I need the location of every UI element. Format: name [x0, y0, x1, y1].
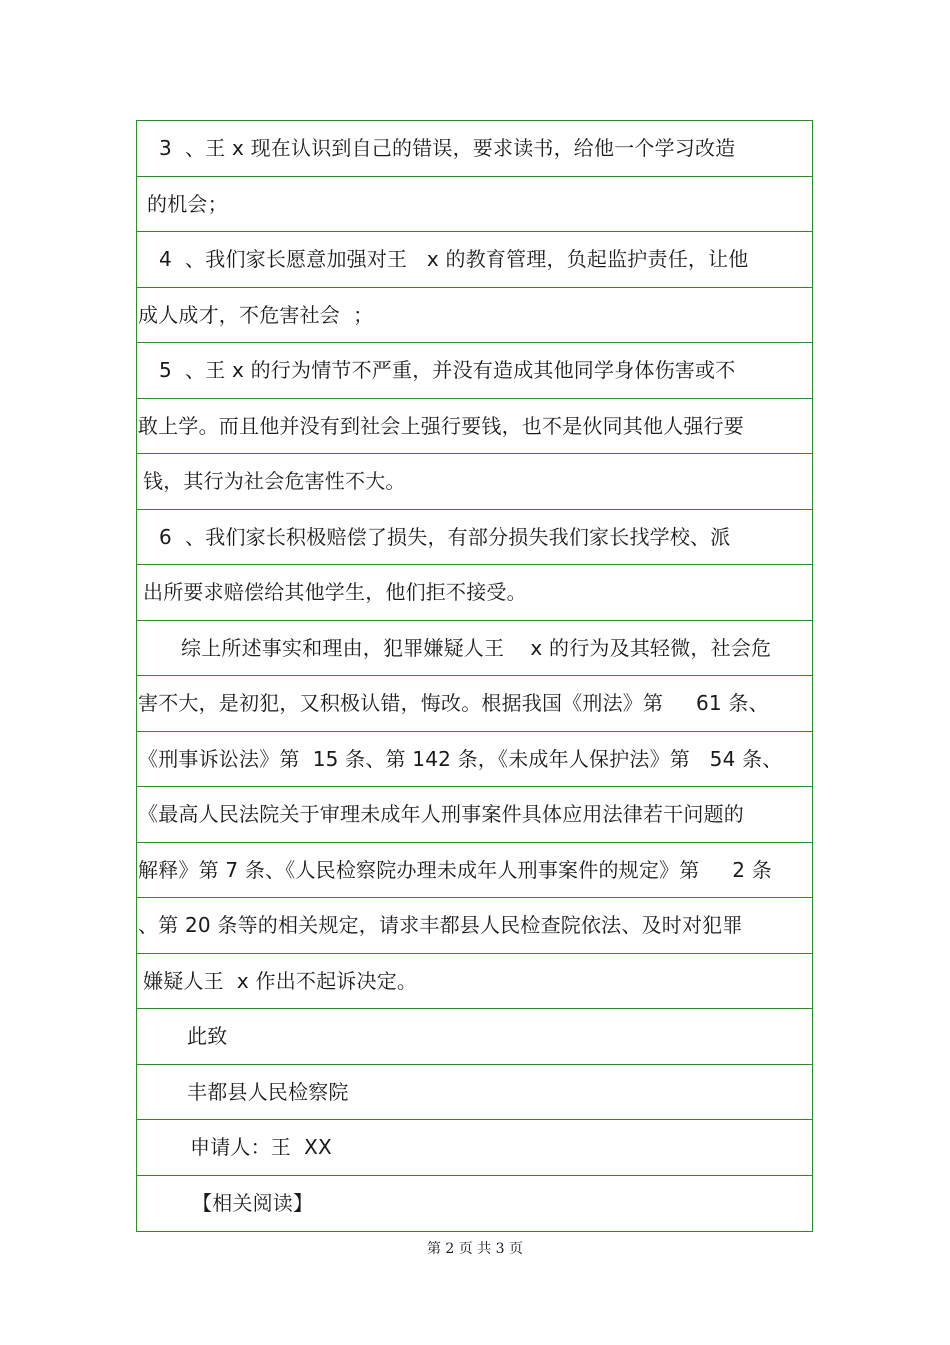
line-text: 3 、王 x 现在认识到自己的错误，要求读书，给他一个学习改造 [159, 136, 736, 161]
text-line [137, 121, 812, 177]
line-text: 5 、王 x 的行为情节不严重，并没有造成其他同学身体伤害或不 [159, 358, 736, 383]
line-text: 【相关阅读】 [192, 1191, 314, 1216]
line-text: 《最高人民法院关于审理未成年人刑事案件具体应用法律若干问题的 [138, 802, 744, 827]
text-line [137, 1065, 812, 1121]
text-line [137, 954, 812, 1010]
text-line [137, 1120, 812, 1176]
line-text: 敢上学。而且他并没有到社会上强行要钱，也不是伙同其他人强行要 [138, 413, 744, 438]
text-line [137, 787, 812, 843]
text-line [137, 399, 812, 455]
line-text: 此致 [187, 1024, 228, 1049]
text-line [137, 621, 812, 677]
text-line [137, 1176, 812, 1232]
text-line [137, 177, 812, 233]
line-text: 解释》第 7 条、《人民检察院办理未成年人刑事案件的规定》第 2 条 [138, 857, 772, 882]
text-line [137, 343, 812, 399]
line-text: 《刑事诉讼法》第 15 条、第 142 条，《未成年人保护法》第 54 条、 [138, 746, 783, 771]
text-line [137, 676, 812, 732]
line-text: 综上所述事实和理由，犯罪嫌疑人王 x 的行为及其轻微，社会危 [181, 635, 772, 660]
text-line [137, 898, 812, 954]
line-text: 丰都县人民检察院 [187, 1079, 349, 1104]
lined-text-box [136, 120, 813, 1232]
line-text: 害不大，是初犯，又积极认错，悔改。根据我国《刑法》第 61 条、 [138, 691, 769, 716]
text-line [137, 565, 812, 621]
text-line [137, 232, 812, 288]
text-line [137, 732, 812, 788]
line-text: 4 、我们家长愿意加强对王 x 的教育管理，负起监护责任，让他 [159, 247, 749, 272]
text-line [137, 454, 812, 510]
line-text: 6 、我们家长积极赔偿了损失，有部分损失我们家长找学校、派 [159, 524, 731, 549]
line-text: 申请人：王 XX [190, 1135, 332, 1160]
line-text: 出所要求赔偿给其他学生，他们拒不接受。 [143, 580, 527, 605]
text-line [137, 510, 812, 566]
line-text: 的机会； [147, 191, 228, 216]
text-line [137, 288, 812, 344]
text-line [137, 1009, 812, 1065]
line-text: 嫌疑人王 x 作出不起诉决定。 [143, 968, 418, 993]
line-text: 成人成才，不危害社会 ； [138, 302, 374, 327]
line-text: 、第 20 条等的相关规定，请求丰都县人民检查院依法、及时对犯罪 [138, 913, 743, 938]
text-line [137, 843, 812, 899]
page-footer: 第 2 页 共 3 页 [426, 1241, 524, 1257]
line-text: 钱，其行为社会危害性不大。 [143, 469, 406, 494]
